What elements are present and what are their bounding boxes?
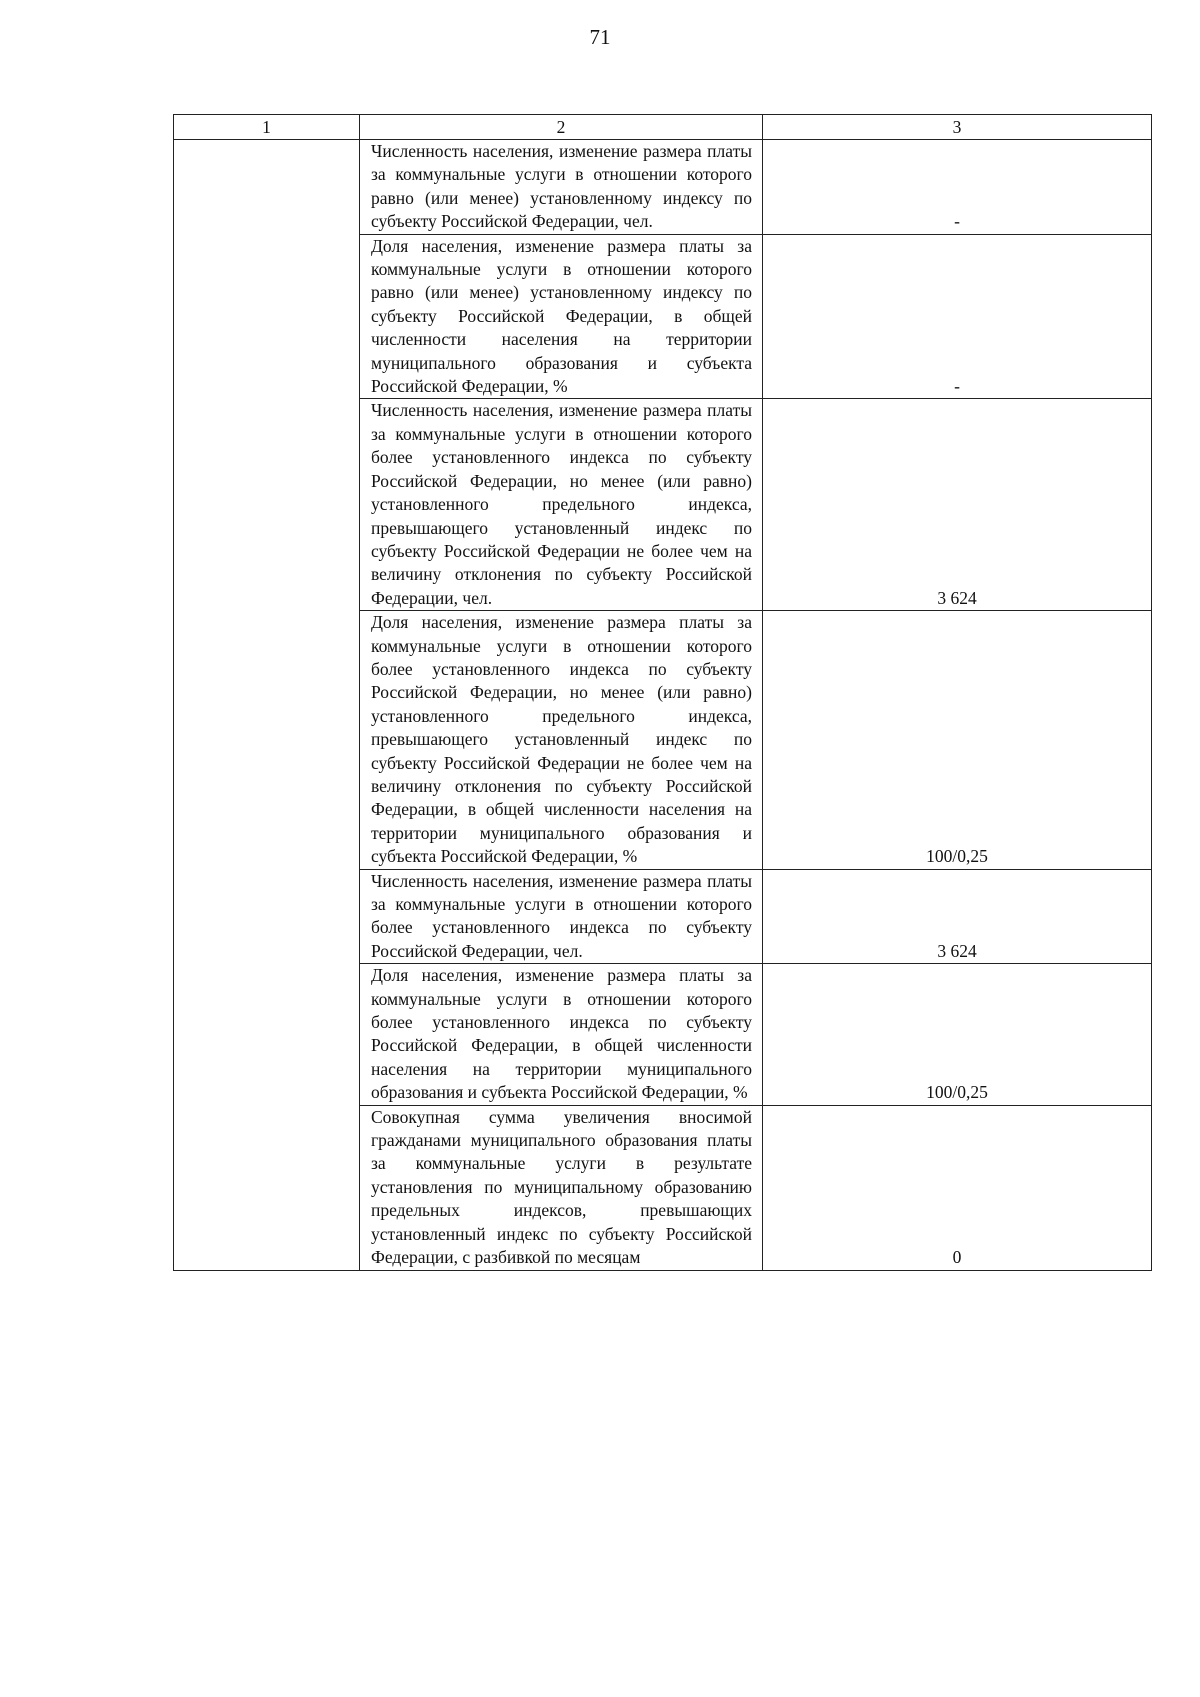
page-number: 71 bbox=[589, 25, 611, 49]
row-value: - bbox=[763, 140, 1152, 235]
column-header-1: 1 bbox=[174, 115, 360, 140]
row-value: 0 bbox=[763, 1105, 1152, 1270]
row-value: 100/0,25 bbox=[763, 964, 1152, 1105]
table-header-row bbox=[174, 115, 1152, 140]
row-value: - bbox=[763, 234, 1152, 399]
row-value: 3 624 bbox=[763, 869, 1152, 964]
row-description: Численность населения, изменение размера платы за коммунальные услуги в отношении которого более установленного индекса по субъекту Российской Федерации, но менее (или равно) установленного предельного индекса, превышающего установленный индекс по субъекту Российской Федерации не более чем на величину отклонения по субъекту Российской Федерации, чел. bbox=[360, 399, 763, 611]
row-description: Численность населения, изменение размера платы за коммунальные услуги в отношении которого более установленного индекса по субъекту Российской Федерации, чел. bbox=[360, 869, 763, 964]
empty-first-column-cell bbox=[174, 140, 360, 1271]
row-description: Совокупная сумма увеличения вносимой гражданами муниципального образования платы за коммунальные услуги в результате установления по муниципальному образованию предельных индексов, превышающих установленный индекс по субъекту Российской Федерации, с разбивкой по месяцам bbox=[360, 1105, 763, 1270]
row-description: Численность населения, изменение размера платы за коммунальные услуги в отношении которого равно (или менее) установленному индексу по субъекту Российской Федерации, чел. bbox=[360, 140, 763, 235]
row-value: 3 624 bbox=[763, 399, 1152, 611]
row-description: Доля населения, изменение размера платы за коммунальные услуги в отношении которого более установленного индекса по субъекту Российской Федерации, но менее (или равно) установленного предельного индекса, превышающего установленный индекс по субъекту Российской Федерации не более чем на величину отклонения по субъекту Российской Федерации, в общей численности населения на территории муниципального образования и субъекта Российской Федерации, % bbox=[360, 611, 763, 869]
column-header-3: 3 bbox=[763, 115, 1152, 140]
row-value: 100/0,25 bbox=[763, 611, 1152, 869]
row-description: Доля населения, изменение размера платы за коммунальные услуги в отношении которого равно (или менее) установленному индексу по субъекту Российской Федерации, в общей численности населения на территории муниципального образования и субъекта Российской Федерации, % bbox=[360, 234, 763, 399]
indicator-table bbox=[173, 114, 1152, 1271]
table-row bbox=[174, 140, 1152, 235]
row-description: Доля населения, изменение размера платы за коммунальные услуги в отношении которого более установленного индекса по субъекту Российской Федерации, в общей численности населения на территории муниципального образования и субъекта Российской Федерации, % bbox=[360, 964, 763, 1105]
column-header-2: 2 bbox=[360, 115, 763, 140]
